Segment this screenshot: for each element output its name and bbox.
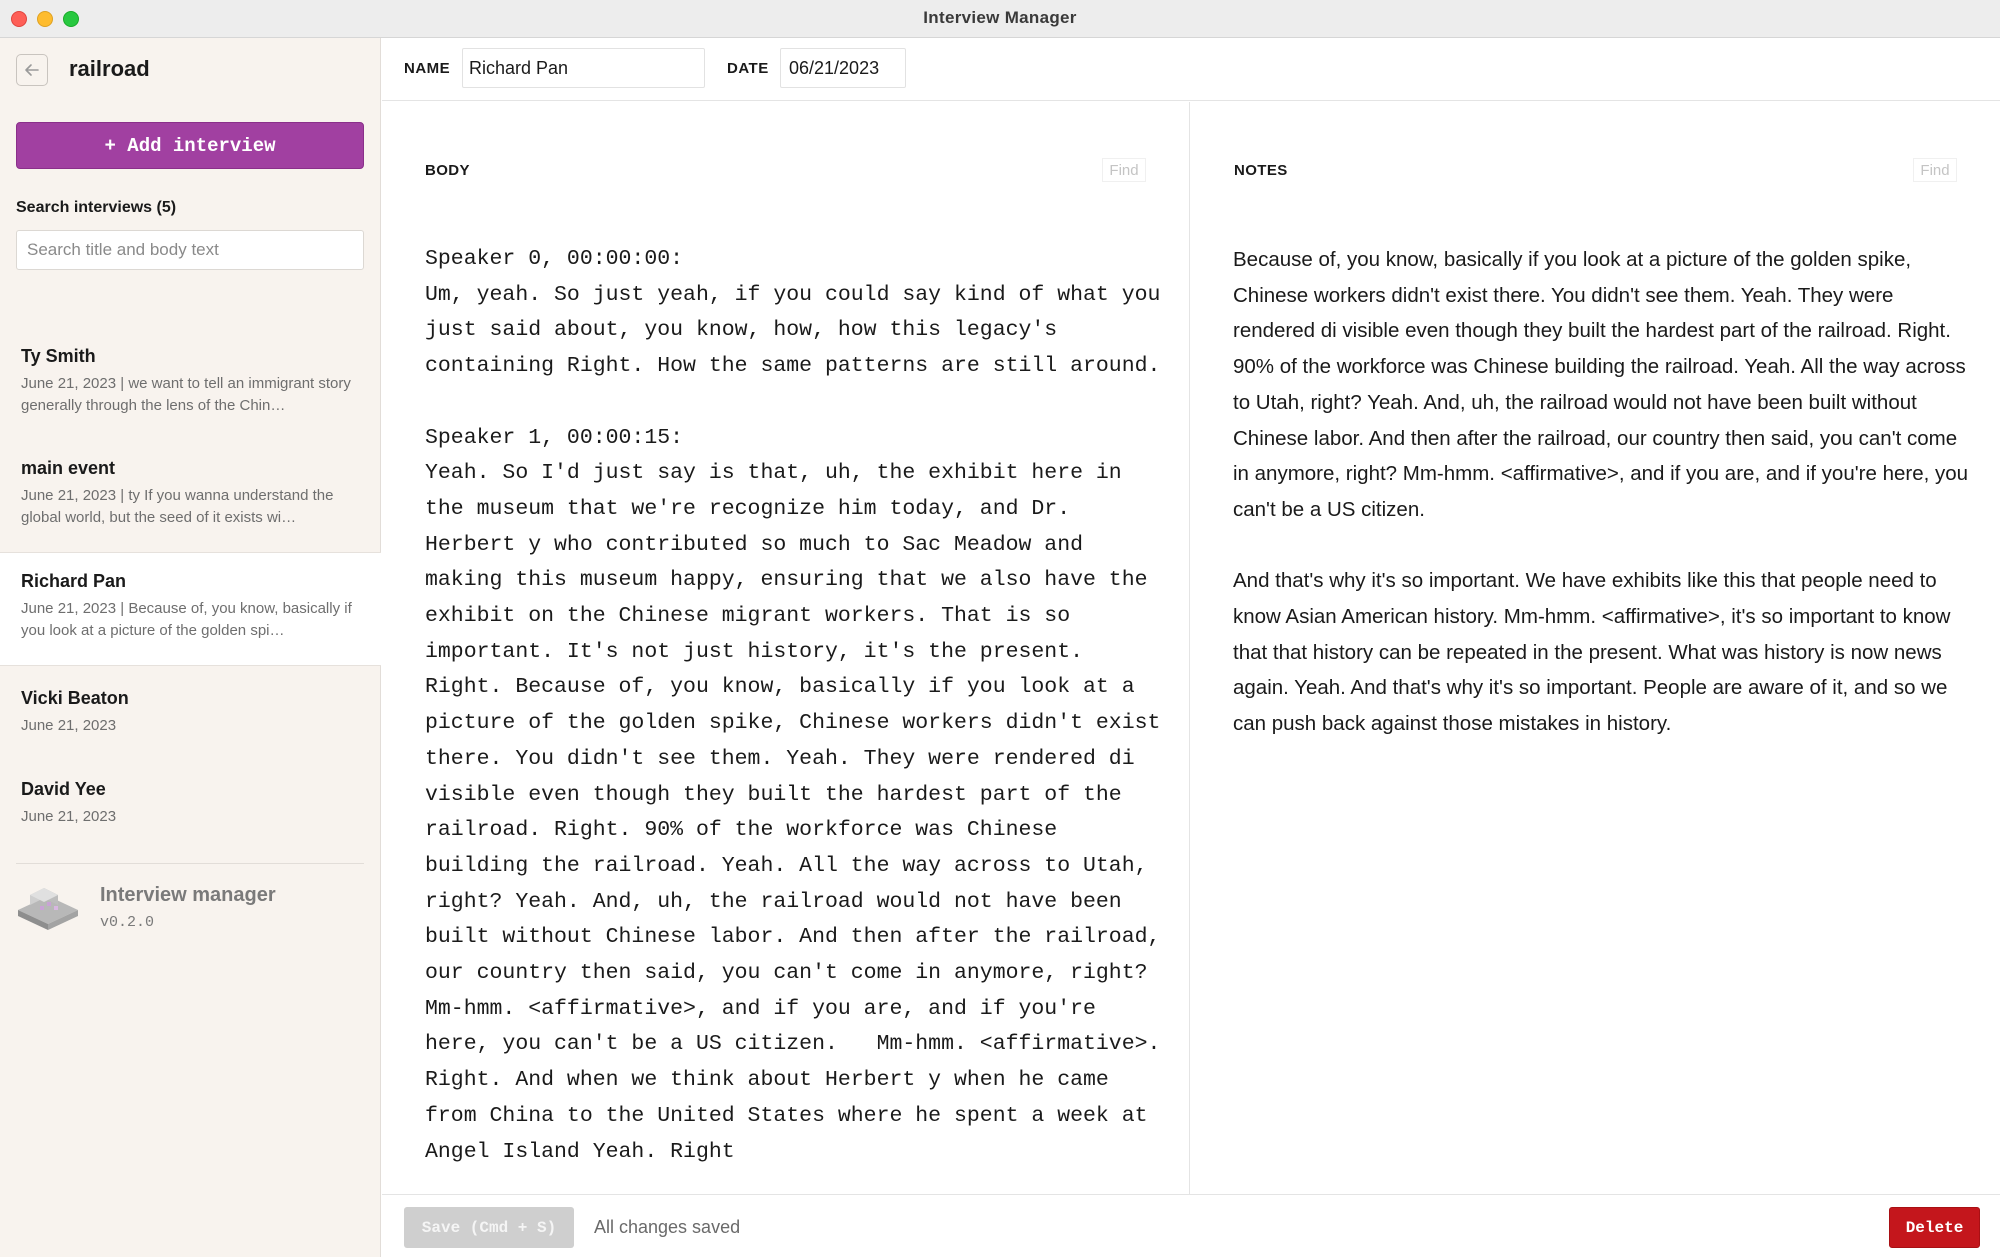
app-logo-icon xyxy=(14,878,82,932)
interview-item-subtitle: June 21, 2023 | we want to tell an immigrant story generally through the lens of the Chin… xyxy=(21,375,351,414)
interview-item-title: Ty Smith xyxy=(21,346,96,366)
interview-item-subtitle: June 21, 2023 xyxy=(21,808,117,825)
body-label: BODY xyxy=(425,162,470,179)
name-input[interactable] xyxy=(462,48,705,88)
save-status: All changes saved xyxy=(594,1217,741,1237)
date-input[interactable] xyxy=(780,48,906,88)
interview-item-david-yee[interactable] xyxy=(0,779,381,849)
project-title: railroad xyxy=(69,56,150,81)
interview-item-vicki-beaton[interactable] xyxy=(0,688,381,758)
interview-item-title: Richard Pan xyxy=(21,571,127,591)
sidebar xyxy=(0,38,381,1257)
interview-item-subtitle: June 21, 2023 xyxy=(21,717,117,734)
search-label: Search interviews (5) xyxy=(16,199,177,216)
delete-button[interactable]: Delete xyxy=(1889,1207,1980,1248)
interview-item-subtitle: June 21, 2023 | ty If you wanna understand the global world, but the seed of it exists wi… xyxy=(21,487,334,526)
interview-item-title: David Yee xyxy=(21,779,106,799)
notes-text-editor[interactable]: Because of, you know, basically if you look at a picture of the golden spike, Chinese workers didn't exist there. You didn't see them. Yeah. They were rendered di visible even though they built the hardest part of the railroad. Right. 90% of the workforce was Chinese building the railroad. Yeah. All the way across to Utah, right? Yeah. And, uh, the railroad would not have been built without Chinese labor. And then after the railroad, our country then said, you can't come in anymore, right? Mm-hmm. <affirmative>, and if you are, and if you're here, you can't be a US citizen. And that's why it's so important. We have exhibits like this that people need to know Asian American history. Mm-hmm. <affirmative>, it's so important to know that that history can be repeated in the present. What was history is now news again. Yeah. And that's why it's so important. People are aware of it, and so we can push back against those mistakes in history. xyxy=(1233,248,1969,736)
interview-item-main-event[interactable] xyxy=(0,458,381,548)
sidebar-divider xyxy=(16,863,364,864)
notes-find-button[interactable]: Find xyxy=(1913,158,1957,182)
add-interview-button[interactable]: + Add interview xyxy=(16,122,364,169)
brand-version: v0.2.0 xyxy=(100,914,155,931)
interview-header xyxy=(382,38,2000,101)
interview-item-subtitle: June 21, 2023 | Because of, you know, basically if you look at a picture of the golden spi… xyxy=(21,600,352,639)
window-title: Interview Manager xyxy=(923,8,1077,27)
interview-item-ty-smith[interactable] xyxy=(0,346,381,436)
search-input[interactable] xyxy=(16,230,364,270)
notes-label: NOTES xyxy=(1234,162,1288,179)
body-text-editor[interactable]: Speaker 0, 00:00:00: Um, yeah. So just yeah, if you could say kind of what you just said about, you know, how, how this legacy's containing Right. How the same patterns are still around. Speaker 1, 00:00:15: Yeah. So I'd just say is that, uh, the exhibit here in the museum that we're recognize him today, and Dr. Herbert y who contributed so much to Sac Meadow and making this museum happy, ensuring that we also have the exhibit on the Chinese migrant workers. That is so important. It's not just history, it's the present. Right. Because of, you know, basically if you look at a picture of the golden spike, Chinese workers didn't exist there. You didn't see them. Yeah. They were rendered di visible even though they built the hardest part of the railroad. Right. 90% of the workforce was Chinese building the railroad. Yeah. All the way across to Utah, right? Yeah. And, uh, the railroad would not have been built without Chinese labor. And then after the railroad, our country then said, you can't come in anymore, right? Mm-hmm. <affirmative>, and if you are, and if you're here, you can't be a US citizen. Mm-hmm. <affirmative>. Right. And when we think about Herbert y when he came from China to the United States where he spent a week at Angel Island Yeah. Right xyxy=(425,247,1161,1164)
brand-name: Interview manager xyxy=(100,884,276,906)
body-find-button[interactable]: Find xyxy=(1102,158,1146,182)
body-panel xyxy=(382,102,1190,1194)
title-bar xyxy=(0,0,2000,38)
date-label: DATE xyxy=(727,60,769,77)
interview-item-title: main event xyxy=(21,458,116,478)
arrow-left-icon xyxy=(23,61,41,79)
interview-item-title: Vicki Beaton xyxy=(21,688,129,708)
back-button[interactable] xyxy=(16,54,48,86)
footer-bar xyxy=(382,1194,2000,1257)
name-label: NAME xyxy=(404,60,451,77)
notes-panel xyxy=(1191,102,2000,1194)
interview-item-richard-pan[interactable] xyxy=(0,552,381,666)
save-button[interactable]: Save (Cmd + S) xyxy=(404,1207,574,1248)
